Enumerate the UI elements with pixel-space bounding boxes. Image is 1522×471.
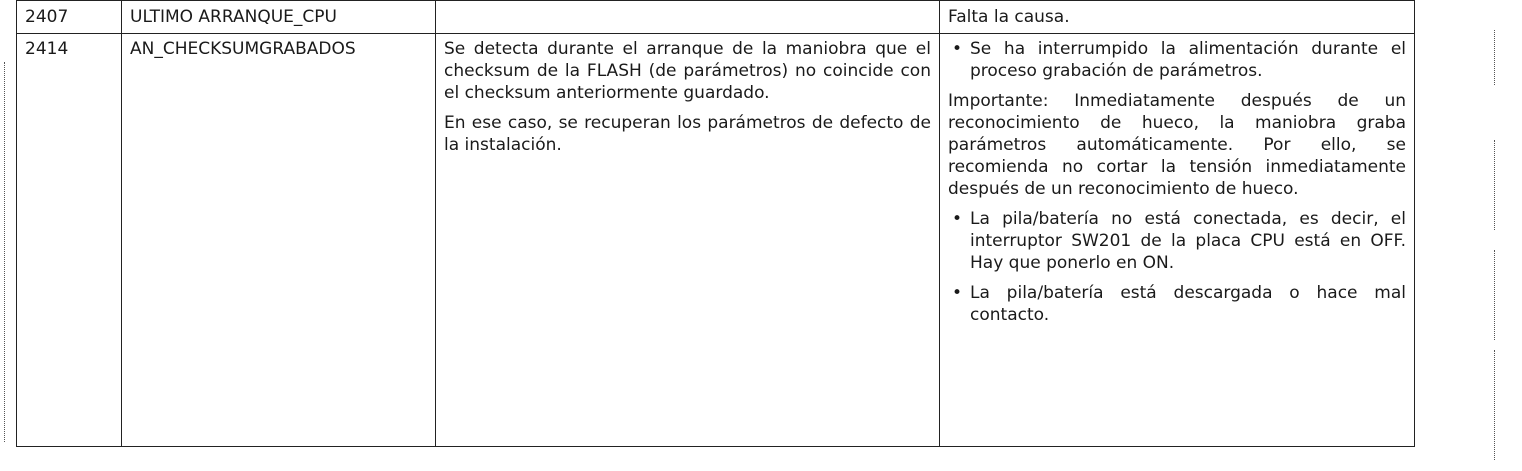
description-cell: [436, 1, 940, 34]
right-margin-mark-3: [1494, 250, 1495, 340]
right-margin-mark-1: [1494, 30, 1495, 85]
description-paragraph: En ese caso, se recuperan los parámetros de defecto de la instalación.: [444, 113, 931, 155]
description-cell: [436, 34, 940, 447]
cause-list: [948, 38, 1406, 82]
code-cell: 2414: [17, 34, 122, 447]
name-cell: AN_CHECKSUMGRABADOS: [122, 34, 436, 447]
name-cell: ULTIMO ARRANQUE_CPU: [122, 1, 436, 34]
cause-list: [948, 208, 1406, 326]
fault-code-table: [16, 0, 1415, 447]
cause-bullet: • La pila/batería está descargada o hace mal contacto.: [948, 282, 1406, 326]
cause-bullet: • La pila/batería no está conectada, es decir, el interruptor SW201 de la placa CPU está en OFF. Hay que ponerlo en ON.: [948, 208, 1406, 274]
cause-bullet: • Se ha interrumpido la alimentación durante el proceso grabación de parámetros.: [948, 38, 1406, 82]
cause-cell: Falta la causa.: [940, 1, 1415, 34]
code-cell: 2407: [17, 1, 122, 34]
right-margin-mark-2: [1494, 140, 1495, 230]
right-margin-mark-4: [1494, 350, 1495, 460]
cause-cell: [940, 34, 1415, 447]
table-row: [17, 1, 1415, 34]
table-row: [17, 34, 1415, 447]
description-paragraph: Se detecta durante el arranque de la maniobra que el checksum de la FLASH (de parámetros) no coincide con el checksum anteriormente guardado.: [444, 39, 931, 103]
cause-note: Importante: Inmediatamente después de un reconocimiento de hueco, la maniobra graba parámetros automáticamente. Por ello, se recomienda no cortar la tensión inmediatamente después de un reconocimiento de hueco.: [948, 91, 1406, 199]
left-margin-mark: [4, 62, 5, 442]
